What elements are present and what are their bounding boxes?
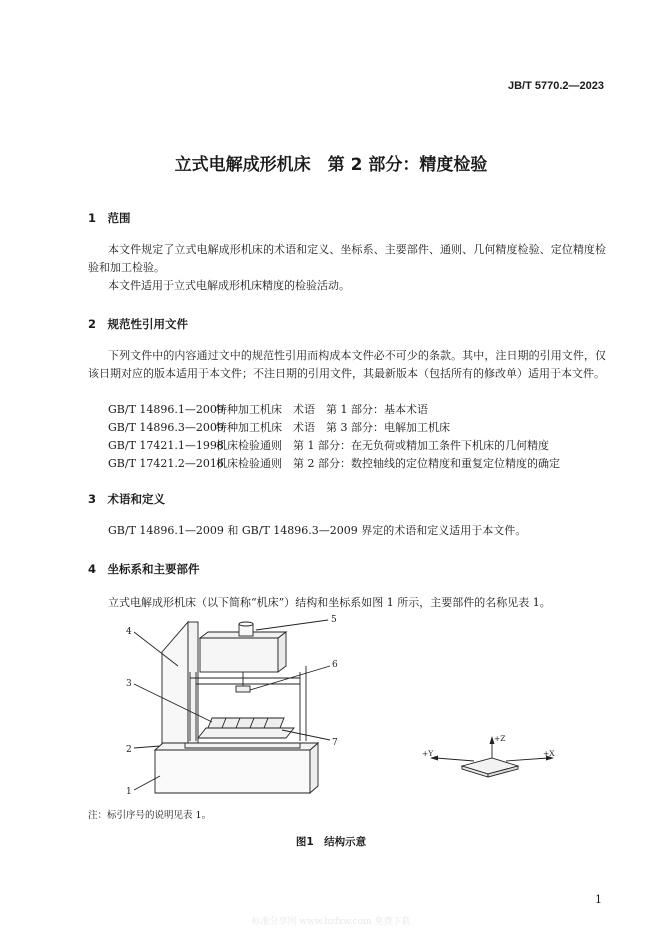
y-axis-line bbox=[436, 758, 474, 761]
worktable-plate bbox=[185, 743, 300, 748]
reference-name: 机床检验通则 第 1 部分：在无负荷或精加工条件下机床的几何精度 bbox=[216, 439, 549, 452]
figure-note: 注：标引序号的说明见表 1。 bbox=[88, 810, 212, 821]
y-axis-label: +Y bbox=[422, 749, 434, 758]
callout-2: 2 bbox=[126, 745, 132, 755]
callout-1: 1 bbox=[126, 787, 132, 797]
reference-code: GB/T 17421.2—2016 bbox=[108, 457, 224, 470]
section-2-paragraph-1: 下列文件中的内容通过文中的规范性引用而构成本文件必不可少的条款。其中，注日期的引用文件，仅该日期对应的版本适用于本文件；不注日期的引用文件，其最新版本（包括所有的修改单）适用于本文件。 bbox=[88, 349, 606, 380]
watermark-text: 标准分享网 www.bzfxw.com 免费下载 bbox=[251, 917, 411, 927]
section-4-heading: 4 坐标系和主要部件 bbox=[88, 562, 200, 576]
standard-code: JB/T 5770.2—2023 bbox=[507, 80, 604, 92]
callout-6: 6 bbox=[332, 660, 338, 670]
worktable-top bbox=[208, 718, 284, 728]
reference-name: 机床检验通则 第 2 部分：数控轴线的定位精度和重复定位精度的确定 bbox=[216, 457, 560, 470]
section-4-paragraph-1: 立式电解成形机床（以下简称“机床”）结构和坐标系如图 1 所示，主要部件的名称见表 1。 bbox=[108, 596, 551, 609]
base-side bbox=[310, 743, 318, 793]
reference-code: GB/T 17421.1—1998 bbox=[108, 439, 224, 452]
x-axis-label: +X bbox=[543, 749, 555, 758]
worktable bbox=[198, 728, 294, 738]
callout-7: 7 bbox=[332, 738, 338, 748]
page-number: 1 bbox=[595, 893, 602, 906]
machine-base bbox=[155, 750, 310, 793]
callout-4: 4 bbox=[126, 627, 132, 637]
section-3-heading: 3 术语和定义 bbox=[88, 492, 166, 506]
tool-holder bbox=[236, 686, 250, 692]
column-front bbox=[188, 622, 198, 748]
section-2-heading: 2 规范性引用文件 bbox=[88, 317, 189, 331]
section-3-paragraph-1: GB/T 14896.1—2009 和 GB/T 14896.3—2009 界定的术语和定义适用于本文件。 bbox=[108, 524, 527, 537]
document-title: 立式电解成形机床 第 2 部分：精度检验 bbox=[174, 155, 488, 175]
section-1-heading: 1 范围 bbox=[88, 211, 131, 225]
leader-line-5 bbox=[256, 620, 328, 630]
section-1-paragraph-2: 本文件适用于立式电解成形机床精度的检验活动。 bbox=[108, 279, 350, 292]
z-axis-label: +Z bbox=[494, 734, 506, 743]
reference-code: GB/T 14896.1—2009 bbox=[108, 403, 224, 416]
callout-5: 5 bbox=[331, 615, 337, 625]
x-axis-line bbox=[506, 758, 548, 761]
spindle-head bbox=[200, 638, 278, 672]
reference-code: GB/T 14896.3—2009 bbox=[108, 421, 224, 434]
reference-name: 特种加工机床 术语 第 3 部分：电解加工机床 bbox=[216, 421, 450, 434]
section-1-paragraph-1: 本文件规定了立式电解成形机床的术语和定义、坐标系、主要部件、通则、几何精度检验、定位精度检验和加工检验。 bbox=[88, 243, 606, 274]
column-side bbox=[162, 622, 188, 748]
callout-3: 3 bbox=[126, 679, 132, 689]
figure-caption: 图1 结构示意 bbox=[295, 836, 367, 848]
spindle-head-side bbox=[278, 632, 286, 672]
motor-top bbox=[239, 622, 253, 626]
reference-name: 特种加工机床 术语 第 1 部分：基本术语 bbox=[216, 403, 428, 416]
leader-line-2 bbox=[134, 746, 160, 748]
